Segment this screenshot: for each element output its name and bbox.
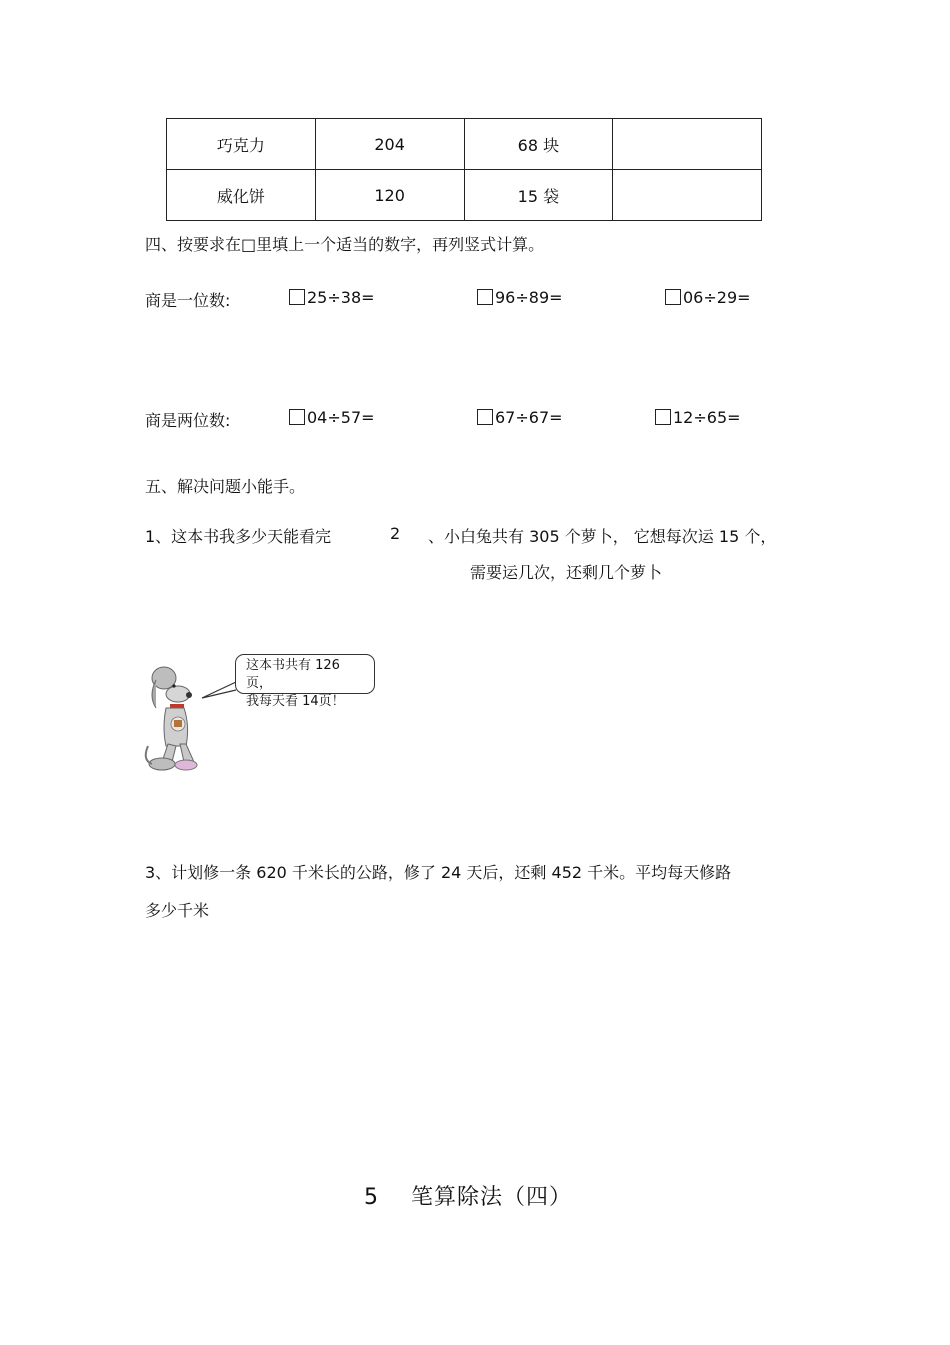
table-row: [167, 170, 762, 221]
problem-item: 12÷65=: [655, 408, 741, 427]
question-2-line1: 、小白兔共有 305 个萝卜， 它想每次运 15 个，: [428, 527, 777, 546]
speech-bubble-tail: [200, 680, 240, 700]
row1-label: 商是一位数:: [145, 291, 231, 310]
table-cell: 68 块: [464, 119, 613, 170]
table-cell: 120: [315, 170, 464, 221]
question-1: 1、这本书我多少天能看完: [145, 527, 332, 546]
problem-item: 04÷57=: [289, 408, 375, 427]
problem-item: 96÷89=: [477, 288, 563, 307]
question-3-line2: 多少千米: [145, 901, 210, 920]
table-cell: 204: [315, 119, 464, 170]
table-cell-blank[interactable]: [613, 119, 762, 170]
table-cell: 巧克力: [167, 119, 316, 170]
table-cell-blank[interactable]: [613, 170, 762, 221]
question-2-line2: 需要运几次，还剩几个萝卜: [470, 563, 663, 582]
bubble-line: 这本书共有 126页，: [246, 658, 340, 691]
bubble-line: 我每天看 14页！: [246, 694, 345, 709]
question-2-number: 2: [390, 524, 401, 543]
section4-heading: 四、按要求在□里填上一个适当的数字，再列竖式计算。: [145, 235, 545, 254]
lesson-title: 5 笔算除法（四）: [364, 1185, 572, 1210]
blank-box[interactable]: [655, 409, 671, 425]
row2-label: 商是两位数:: [145, 411, 231, 430]
table-cell: 威化饼: [167, 170, 316, 221]
blank-box[interactable]: [665, 289, 681, 305]
blank-box[interactable]: [477, 409, 493, 425]
goods-table: [166, 118, 762, 221]
blank-box[interactable]: [289, 289, 305, 305]
section5-heading: 五、解决问题小能手。: [145, 477, 306, 496]
cartoon-dog-icon: [140, 664, 202, 776]
speech-bubble: [235, 654, 375, 709]
blank-box[interactable]: [289, 409, 305, 425]
blank-box[interactable]: [477, 289, 493, 305]
table-cell: 15 袋: [464, 170, 613, 221]
problem-item: 06÷29=: [665, 288, 751, 307]
problem-item: 67÷67=: [477, 408, 563, 427]
problem-item: 25÷38=: [289, 288, 375, 307]
table-row: [167, 119, 762, 170]
question-3-line1: 3、计划修一条 620 千米长的公路，修了 24 天后，还剩 452 千米。平均每天修路: [145, 863, 732, 882]
